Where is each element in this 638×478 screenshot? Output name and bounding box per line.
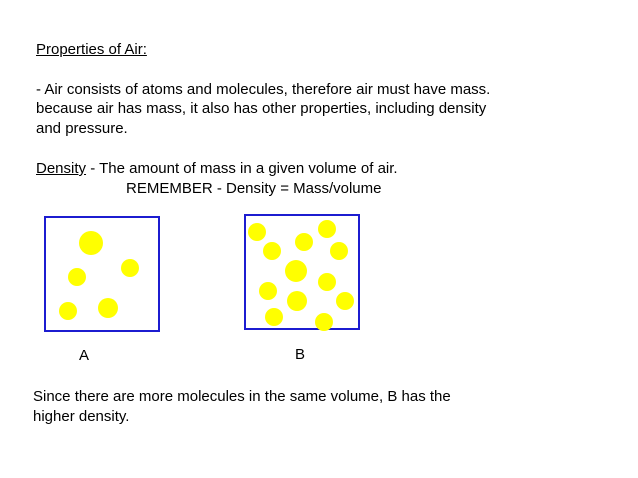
molecule [315, 313, 333, 331]
molecule [259, 282, 277, 300]
molecule [59, 302, 77, 320]
remember-formula: REMEMBER - Density = Mass/volume [126, 180, 382, 197]
molecule [263, 242, 281, 260]
slide-heading: Properties of Air: [36, 41, 147, 58]
molecule [295, 233, 313, 251]
molecule [121, 259, 139, 277]
molecule [285, 260, 307, 282]
molecule [336, 292, 354, 310]
paragraph-line-3: and pressure. [36, 120, 128, 137]
conclusion-line-1: Since there are more molecules in the same volume, B has the [33, 388, 451, 405]
box-b [244, 214, 360, 330]
molecule [330, 242, 348, 260]
molecule [287, 291, 307, 311]
molecule [318, 273, 336, 291]
box-a [44, 216, 160, 332]
box-b-label: B [295, 346, 306, 363]
density-definition [36, 159, 398, 179]
molecule [68, 268, 86, 286]
molecule [265, 308, 283, 326]
box-a-label: A [79, 347, 90, 364]
molecule [318, 220, 336, 238]
paragraph-line-2: because air has mass, it also has other properties, including density [36, 100, 487, 117]
molecule [248, 223, 266, 241]
molecule [79, 231, 103, 255]
density-definition-text: - The amount of mass in a given volume of air. [86, 160, 398, 177]
density-term: Density [36, 160, 87, 177]
molecule [98, 298, 118, 318]
conclusion-line-2: higher density. [33, 408, 130, 425]
paragraph-line-1: - Air consists of atoms and molecules, therefore air must have mass. [36, 81, 491, 98]
